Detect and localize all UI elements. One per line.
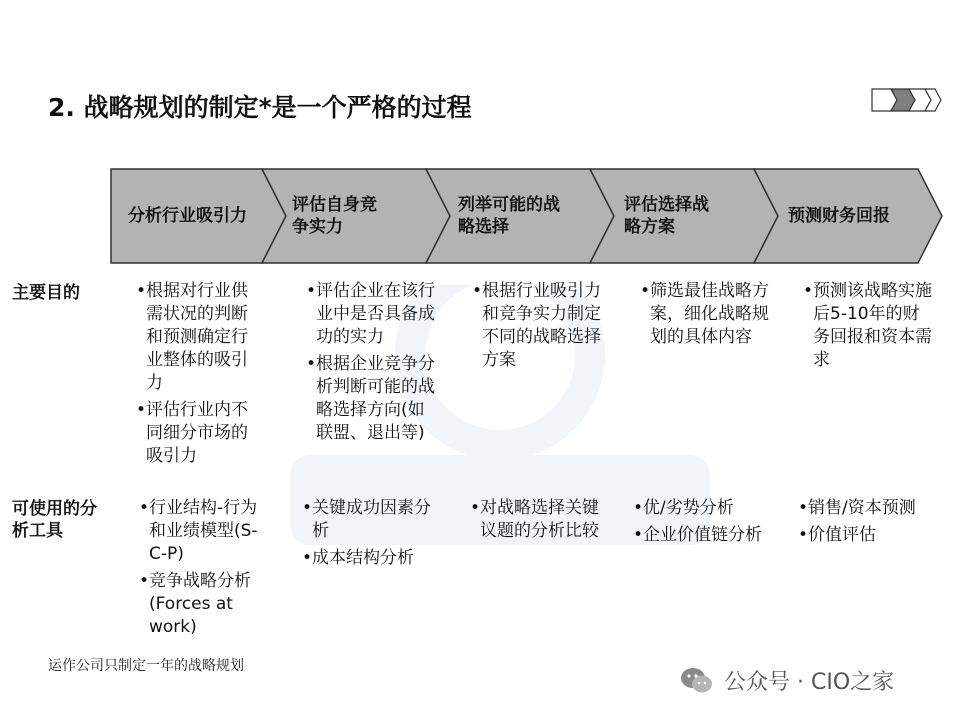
purpose-item: • 评估行业内不同细分市场的吸引力 <box>136 399 264 468</box>
step-label-1: 分析行业吸引力 <box>128 206 247 226</box>
step-label-4: 评估选择战 略方案 <box>624 195 709 237</box>
tools-col-3 <box>470 497 600 547</box>
tool-item: • 竞争战略分析(Forces at work) <box>139 570 269 639</box>
tool-item: • 对战略选择关键议题的分析比较 <box>470 497 600 543</box>
tool-item: • 优/劣势分析 <box>633 497 763 520</box>
account-watermark <box>680 665 894 696</box>
purpose-col-1 <box>136 280 264 472</box>
step-label-2: 评估自身竞 争实力 <box>292 195 377 237</box>
purpose-col-2 <box>306 280 436 449</box>
purpose-item: • 根据企业竞争分析判断可能的战略选择方向(如联盟、退出等) <box>306 353 436 445</box>
tool-item: • 企业价值链分析 <box>633 524 763 547</box>
step-label-5: 预测财务回报 <box>788 206 890 226</box>
tool-item: • 价值评估 <box>798 524 938 547</box>
purpose-item: • 根据行业吸引力和竞争实力制定不同的战略选择方案 <box>472 280 602 372</box>
wechat-icon <box>680 666 714 696</box>
step-label-3: 列举可能的战 略选择 <box>458 195 560 237</box>
purpose-item: • 评估企业在该行业中是否具备成功的实力 <box>306 280 436 349</box>
tool-item: • 成本结构分析 <box>302 547 432 570</box>
tool-item: • 销售/资本预测 <box>798 497 938 520</box>
purpose-col-4 <box>640 280 770 353</box>
tools-col-5 <box>798 497 938 551</box>
purpose-item: • 筛选最佳战略方案，细化战略规划的具体内容 <box>640 280 770 349</box>
watermark-text: 公众号 · CIO之家 <box>724 670 895 695</box>
purpose-col-5 <box>803 280 933 376</box>
page-title: 2. 战略规划的制定*是一个严格的过程 <box>48 93 472 122</box>
tools-col-2 <box>302 497 432 574</box>
purpose-item: • 预测该战略实施后5-10年的财务回报和资本需求 <box>803 280 933 372</box>
row-label-purpose: 主要目的 <box>12 283 80 303</box>
row-label-tools: 可使用的分 析工具 <box>12 499 97 541</box>
tool-item: • 关键成功因素分析 <box>302 497 432 543</box>
tools-col-4 <box>633 497 763 551</box>
tools-col-1 <box>139 497 269 643</box>
purpose-col-3 <box>472 280 602 376</box>
progress-chevrons <box>871 88 943 112</box>
footnote: 运作公司只制定一年的战略规划 <box>48 658 244 674</box>
purpose-item: • 根据对行业供需状况的判断和预测确定行业整体的吸引力 <box>136 280 264 395</box>
tool-item: • 行业结构-行为和业绩模型(S-C-P) <box>139 497 269 566</box>
